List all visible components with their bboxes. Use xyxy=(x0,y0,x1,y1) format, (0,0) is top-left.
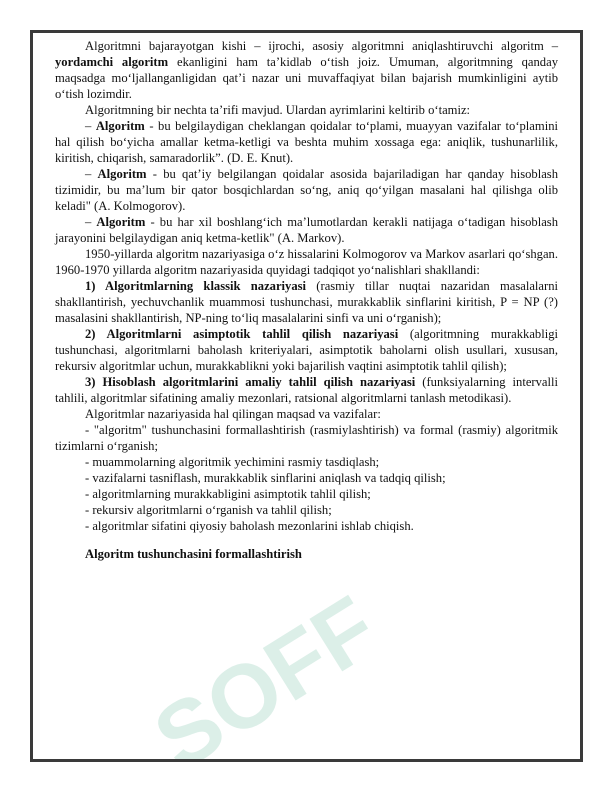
research-direction-1: 1) Algoritmlarning klassik nazariyasi (rasmiy tillar nuqtai nazaridan masalalarni shakllantirish, yechuvchanlik muammosi tushunchasi, murakkablik sinflarini kiritish, P = NP (?) masalasini shakllantirish, NP-ning to‘liq masalalarini sinfi va uni o‘rganish); xyxy=(55,279,558,325)
research-direction-2: 2) Algoritmlarni asimptotik tahlil qilish nazariyasi (algoritmning murakkabligi tushunchasi, algoritmlarni baholash kriteriyalari, asimptotik baholarni olish usullari, xususan, rekursiv algoritmlar uchun, murakkablikni yoki bajarilish vaqtini asimptotik tahlil qilish); xyxy=(55,327,559,373)
list-item: - algoritmlarning murakkabligini asimptotik tahlil qilish; xyxy=(85,487,371,501)
section-heading: Algoritm tushunchasini formallashtirish xyxy=(85,547,302,561)
paragraph-history: 1950-yillarda algoritm nazariyasiga o‘z hissalarini Kolmogorov va Markov asarlari qo‘shgan. 1960-1970 yillarda algoritm nazariyasida quyidagi tadqiqot yo‘nalishlari shakllandi: xyxy=(55,247,558,277)
list-item: - muammolarning algoritmik yechimini rasmiy tasdiqlash; xyxy=(85,455,380,469)
list-item: - algoritmlar sifatini qiyosiy baholash mezonlarini ishlab chiqish. xyxy=(85,519,414,533)
list-item: - vazifalarni tasniflash, murakkablik sinflarini aniqlash va tadqiq qilish; xyxy=(85,471,446,485)
definition-knuth: – Algoritm - bu belgilaydigan cheklangan qoidalar to‘plami, muayyan vazifalar to‘plamini hal qilish bo‘yicha amallar ketma-ketligi va beshta muhim xossaga ega: aniqlik, tushunarlilik, kiritish, chiqarish, samaradorlik”. (D. E. Knut). xyxy=(55,119,558,165)
paragraph-goals-intro: Algoritmlar nazariyasida hal qilingan maqsad va vazifalar: xyxy=(85,407,381,421)
list-item: - rekursiv algoritmlarni o‘rganish va tahlil qilish; xyxy=(85,503,332,517)
document-body xyxy=(55,38,558,562)
definition-markov: – Algoritm - bu har xil boshlang‘ich ma’lumotlardan kerakli natijaga o‘tadigan hisoblash jarayonini belgilaydigan aniq ketma-ketlik" (A. Markov). xyxy=(55,215,558,245)
research-direction-3: 3) Hisoblash algoritmlarini amaliy tahlil qilish nazariyasi (funksiyalarning intervalli tahlili, algoritmlar sifatining amaliy mezonlari, ratsional algoritmlarni tanlash metodikasi). xyxy=(55,375,558,405)
watermark-text: SOFF xyxy=(137,577,395,790)
definition-kolmogorov: – Algoritm - bu qat’iy belgilangan qoidalar asosida bajariladigan har qanday hisoblash tizimidir, bu ma’lum bir qator bosqichlardan so‘ng, aniq qo‘yilgan masalani hal qilishga olib keladi" (A. Kolmogorov). xyxy=(55,167,558,213)
paragraph-definitions-intro: Algoritmning bir nechta ta’rifi mavjud. Ulardan ayrimlarini keltirib o‘tamiz: xyxy=(85,103,471,117)
paragraph-intro: Algoritmni bajarayotgan kishi – ijrochi, asosiy algoritmni aniqlashtiruvchi algoritm – yordamchi algoritm ekanligini ham ta’kidlab o‘tish joiz. Umuman, algoritmning qanday maqsadga mo‘ljallanganligidan qat’i nazar uni muvaffaqiyat bilan bajarish mumkinligini aytib o‘tish lozimdir. xyxy=(55,39,558,101)
list-item: - "algoritm" tushunchasini formallashtirish (rasmiylashtirish) va formal (rasmiy) algoritmik tizimlarni o‘rganish; xyxy=(55,423,558,453)
